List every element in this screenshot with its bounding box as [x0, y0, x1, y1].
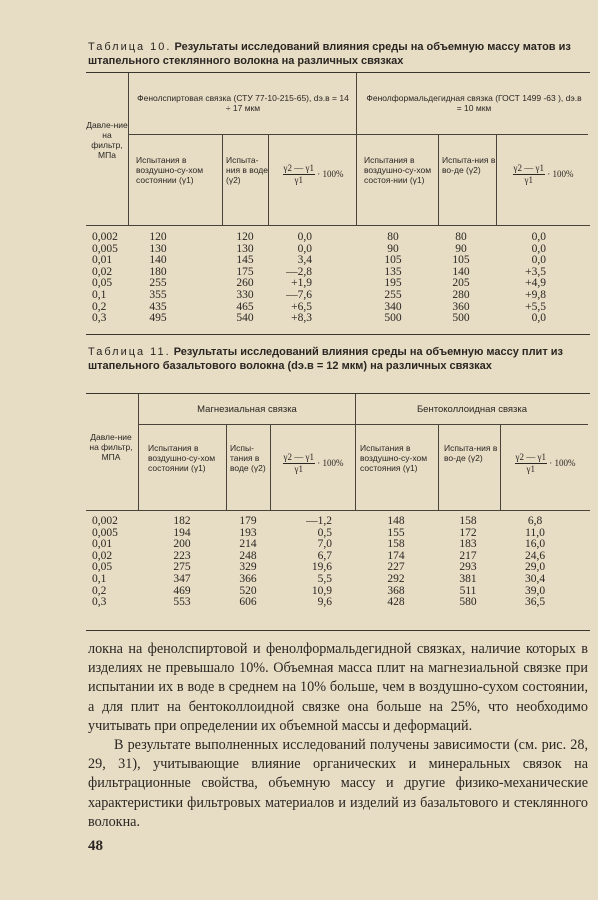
table-cell: 90	[387, 242, 399, 255]
table-cell: —2,8	[286, 265, 312, 278]
table-cell: 381	[459, 572, 477, 585]
table-cell: 0,5	[317, 526, 332, 539]
table-cell: 36,5	[524, 596, 546, 609]
table10-header-rule	[129, 134, 588, 135]
table-cell: 19,6	[311, 561, 332, 574]
table-cell: 366	[239, 572, 257, 585]
table-cell: 340	[384, 300, 402, 313]
table10-g1-water-column	[224, 232, 266, 325]
table11-caption-label: Таблица 11.	[88, 346, 171, 358]
table-cell: 347	[173, 572, 191, 585]
table-cell: 217	[459, 549, 477, 562]
table11-pressure-header: Давле-ние на фильтр, МПА	[89, 432, 133, 462]
body-text	[88, 640, 588, 832]
table11-caption-text: Результаты исследований влияния среды на объемную массу плит из штапельного базальтового волокна (dэ.в = 12 мкм) на различных связках	[88, 346, 563, 372]
table-cell: 255	[149, 277, 167, 290]
table-cell: 0,002	[92, 515, 118, 527]
table11-g2-air-column	[374, 516, 418, 609]
table10-formula-header	[270, 163, 356, 186]
table-cell: 520	[239, 584, 257, 597]
table-cell: 148	[387, 515, 405, 527]
table-cell: +5,5	[525, 300, 546, 313]
formula-denominator: γ1	[294, 464, 303, 474]
table11-divider	[226, 424, 227, 510]
table10-water-header: Испыта-ния в воде (γ2)	[226, 155, 268, 185]
table-cell: 0,2	[92, 584, 107, 597]
table-cell: 179	[239, 515, 257, 527]
table-cell: 469	[173, 584, 191, 597]
table-cell: +9,8	[525, 288, 546, 301]
table10-divider	[268, 134, 269, 225]
table11-formula2-header	[502, 452, 588, 475]
table-cell: 10,9	[311, 584, 332, 597]
table-cell: 360	[452, 300, 470, 313]
table11-header-rule	[139, 424, 588, 425]
table-cell: 223	[173, 549, 191, 562]
table11-divider	[355, 394, 356, 510]
table10-top-rule	[86, 72, 590, 73]
table11-divider	[138, 394, 139, 510]
table-cell: 182	[173, 515, 191, 527]
table10-divider	[438, 134, 439, 225]
table-cell: 175	[236, 265, 254, 278]
table-cell: 39,0	[524, 584, 546, 597]
table-cell: 30,4	[524, 572, 546, 585]
table-cell: 275	[173, 561, 191, 574]
table11-group1-header: Магнезиальная связка	[197, 404, 297, 415]
table-cell: 540	[236, 312, 254, 325]
table-cell: 0,0	[297, 231, 312, 243]
table-cell: 120	[236, 231, 254, 243]
table-cell: 16,0	[524, 538, 546, 551]
table-cell: 130	[149, 242, 167, 255]
table-cell: 183	[459, 538, 477, 551]
table10-pressure-column	[92, 232, 128, 325]
formula-multiplier: · 100%	[317, 457, 344, 468]
table-cell: 180	[149, 265, 167, 278]
table11-g2-pct-column	[512, 516, 558, 609]
table-cell: 248	[239, 549, 257, 562]
table-cell: 11,0	[525, 526, 545, 539]
table11-group2-header: Бентоколлоидная связка	[416, 404, 528, 415]
table10-g1-pct-column	[270, 232, 312, 325]
table11-header-bottom-rule	[86, 510, 590, 511]
table-cell: 105	[384, 254, 402, 267]
table10-divider	[496, 134, 497, 225]
table10-g2-water-column	[440, 232, 482, 325]
table-cell: 90	[455, 242, 467, 255]
table-cell: 0,0	[531, 254, 546, 267]
table11-g2-water-column	[446, 516, 490, 609]
table-cell: 7,0	[317, 538, 332, 551]
table10-caption	[88, 40, 588, 68]
table-cell: 292	[387, 572, 405, 585]
table-cell: 511	[459, 584, 477, 597]
formula-numerator: γ2 — γ1	[283, 452, 314, 462]
table10-pressure-header: Давле-ние на фильтр, МПа	[86, 120, 128, 160]
table-cell: 435	[149, 300, 167, 313]
table-cell: 193	[239, 526, 257, 539]
formula-denominator: γ1	[294, 175, 303, 185]
table10-caption-label: Таблица 10.	[88, 41, 172, 53]
table10-bottom-rule	[86, 334, 590, 335]
table-cell: +8,3	[291, 312, 312, 325]
formula-numerator: γ2 — γ1	[515, 452, 546, 462]
table11-divider	[270, 424, 271, 510]
body-paragraph-1: локна на фенолспиртовой и фенолформальдегидной связках, наличие которых в изделиях не превышало 10%. Объемная масса плит на магнезиальной связке при испытании их в воде в среднем на 10% больше, чем в воздушно-сухом состоянии, а для плит на бентоколлоидной связке она больше на 25%, что необходимо учитывать при определении их объемной массы и деформаций.	[88, 641, 588, 734]
table-cell: 174	[387, 549, 405, 562]
formula-multiplier: · 100%	[317, 168, 344, 179]
table-cell: 158	[387, 538, 405, 551]
table11-water-header: Испы-тания в воде (γ2)	[230, 443, 266, 473]
table-cell: 0,05	[92, 277, 113, 290]
table11-g1-pct-column	[272, 516, 332, 609]
table10-group1-header: Фенолспиртовая связка (СТУ 77-10-215-65), dэ.в = 14 ÷ 17 мкм	[137, 93, 349, 113]
table-cell: 500	[384, 312, 402, 325]
table-cell: 0,0	[531, 312, 546, 325]
table10-formula2-header	[498, 163, 588, 186]
table10-divider	[222, 134, 223, 225]
table-cell: 205	[452, 277, 470, 290]
table-cell: 200	[173, 538, 191, 551]
table-cell: 0,3	[92, 596, 107, 609]
table-cell: 105	[452, 254, 470, 267]
page-number: 48	[88, 838, 103, 854]
table-cell: 24,6	[524, 549, 546, 562]
table10-header-bottom-rule	[86, 225, 590, 226]
table-cell: 260	[236, 277, 254, 290]
table-cell: 0,3	[92, 312, 107, 325]
table-cell: 80	[387, 231, 399, 243]
body-paragraph-2: В результате выполненных исследований получены зависимости (см. рис. 28, 29, 31), учитывающие влияние органических и минеральных связок на фильтрационные свойства, объемную массу и другие физико-механические характеристики фильтровых материалов и изделий из базальтового и стеклянного волокна.	[88, 737, 588, 830]
table10-water2-header: Испыта-ния в во-де (γ2)	[442, 155, 496, 175]
table11-air2-header: Испытания в воздушно-су-хом состояния (γ1)	[360, 443, 428, 473]
table-cell: 6,8	[527, 515, 543, 527]
table10-g2-pct-column	[498, 232, 546, 325]
table-cell: 330	[236, 288, 254, 301]
table10-air2-header: Испытания в воздушно-су-хом состоя-нии (γ1)	[364, 155, 432, 185]
table10-group2-header: Фенолформальдегидная связка (ГОСТ 1499 -63 ), dэ.в = 10 мкм	[366, 93, 582, 113]
table-cell: 368	[387, 584, 405, 597]
table-cell: 580	[459, 596, 477, 609]
table11-air-header: Испытания в воздушно-су-хом состоянии (γ1)	[148, 443, 216, 473]
table-cell: 3,4	[297, 254, 312, 267]
formula-numerator: γ2 — γ1	[283, 163, 314, 173]
formula-denominator: γ1	[524, 175, 533, 185]
table-cell: 329	[239, 561, 257, 574]
table-cell: 280	[452, 288, 470, 301]
formula-denominator: γ1	[526, 464, 535, 474]
table11-pressure-column	[92, 516, 132, 609]
table-cell: 293	[459, 561, 477, 574]
table11-water2-header: Испыта-ния в во-де (γ2)	[444, 443, 498, 463]
table-cell: 6,7	[317, 549, 332, 562]
table-cell: 80	[455, 231, 467, 243]
formula-multiplier: · 100%	[549, 457, 576, 468]
table-cell: 0,02	[92, 265, 113, 278]
table-cell: +1,9	[291, 277, 312, 290]
table-cell: 0,05	[92, 561, 113, 574]
table-cell: 195	[384, 277, 402, 290]
table-cell: 140	[149, 254, 167, 267]
table-cell: 0,0	[297, 242, 312, 255]
table11-caption	[88, 345, 588, 373]
table-cell: 155	[387, 526, 405, 539]
table-cell: 0,01	[92, 538, 113, 551]
table-cell: —1,2	[306, 515, 332, 527]
table-cell: 0,02	[92, 549, 113, 562]
table-cell: 495	[149, 312, 167, 325]
table11-divider	[438, 424, 439, 510]
table-cell: 465	[236, 300, 254, 313]
table-cell: 0,01	[92, 254, 113, 267]
table-cell: 500	[452, 312, 470, 325]
table-cell: 5,5	[317, 572, 332, 585]
table11-g1-water-column	[228, 516, 268, 609]
table-cell: 145	[236, 254, 254, 267]
table-cell: 606	[239, 596, 257, 609]
table-cell: 29,0	[524, 561, 546, 574]
table-cell: 140	[452, 265, 470, 278]
table-cell: 9,6	[317, 596, 332, 609]
table-cell: 0,0	[531, 242, 546, 255]
table-cell: 120	[149, 231, 167, 243]
table-cell: 172	[459, 526, 477, 539]
table11-formula-header	[272, 452, 354, 475]
table10-g1-air-column	[138, 232, 178, 325]
table10-g2-air-column	[372, 232, 414, 325]
table-cell: 553	[173, 596, 191, 609]
table-cell: 0,0	[531, 231, 546, 243]
table10-caption-text: Результаты исследований влияния среды на объемную массу матов из штапельного стеклянного волокна на различных связках	[88, 41, 571, 67]
table-cell: 130	[236, 242, 254, 255]
table-cell: 227	[387, 561, 405, 574]
table-cell: —7,6	[286, 288, 312, 301]
table-cell: 0,005	[92, 526, 118, 539]
formula-multiplier: · 100%	[547, 168, 574, 179]
table-cell: 158	[459, 515, 477, 527]
formula-numerator: γ2 — γ1	[513, 163, 544, 173]
table-cell: 355	[149, 288, 167, 301]
table-cell: +6,5	[291, 300, 312, 313]
table-cell: 0,1	[92, 288, 107, 301]
table-cell: 0,2	[92, 300, 107, 313]
table-cell: 428	[387, 596, 405, 609]
table11-bottom-rule	[86, 630, 590, 631]
table10-air-header: Испытания в воздушно-су-хом состоянии (γ1)	[136, 155, 204, 185]
table-cell: 214	[239, 538, 257, 551]
table-cell: 0,002	[92, 231, 118, 243]
table11-top-rule	[86, 393, 590, 394]
table10-divider	[128, 73, 129, 225]
table11-g1-air-column	[160, 516, 204, 609]
table-cell: +3,5	[525, 265, 546, 278]
table10-divider	[356, 73, 357, 225]
table-cell: 255	[384, 288, 402, 301]
table-cell: 0,005	[92, 242, 118, 255]
table-cell: +4,9	[525, 277, 546, 290]
table-cell: 0,1	[92, 572, 107, 585]
table11-divider	[500, 424, 501, 510]
table-cell: 194	[173, 526, 191, 539]
table-cell: 135	[384, 265, 402, 278]
